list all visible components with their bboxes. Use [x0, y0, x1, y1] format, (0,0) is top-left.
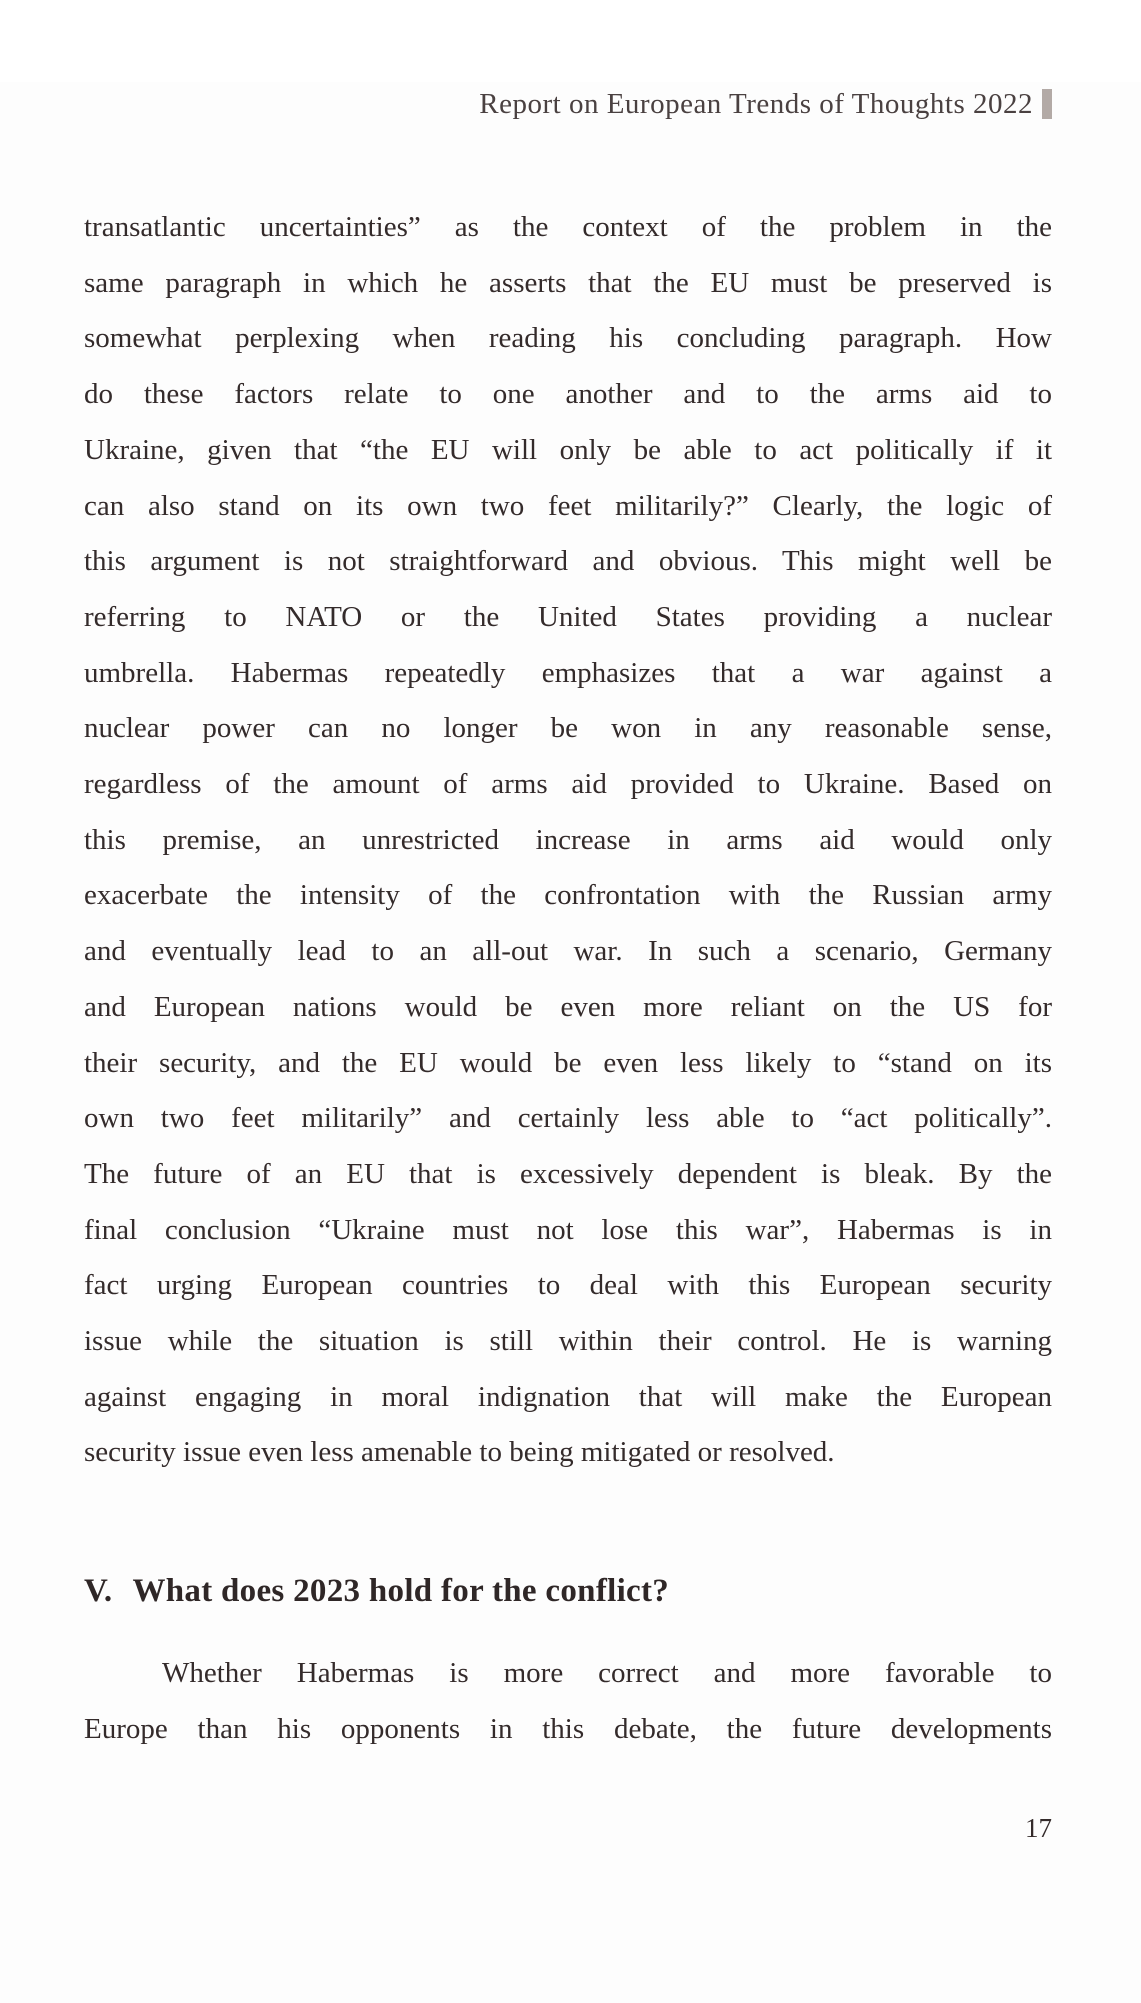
text-line: regardless of the amount of arms aid provided to Ukraine. Based on	[84, 768, 1052, 801]
text-line: umbrella. Habermas repeatedly emphasizes that a war against a	[84, 656, 1052, 689]
header-accent-bar	[1042, 89, 1052, 119]
text-line: Europe than his opponents in this debate, the future developments	[84, 1712, 1052, 1745]
text-line: and eventually lead to an all-out war. In such a scenario, Germany	[84, 935, 1052, 968]
text-line: Ukraine, given that “the EU will only be able to act politically if it	[84, 433, 1052, 466]
text-line: exacerbate the intensity of the confrontation with the Russian army	[84, 879, 1052, 912]
text-line: Whether Habermas is more correct and more favorable to	[162, 1657, 1052, 1690]
text-line: issue while the situation is still within their control. He is warning	[84, 1325, 1052, 1358]
section-heading-title: What does 2023 hold for the conflict?	[132, 1573, 670, 1610]
text-line: and European nations would be even more reliant on the US for	[84, 990, 1052, 1023]
header-title: Report on European Trends of Thoughts 2022	[479, 87, 1033, 120]
text-line: final conclusion “Ukraine must not lose this war”, Habermas is in	[84, 1213, 1052, 1246]
text-line: own two feet militarily” and certainly less able to “act politically”.	[84, 1102, 1052, 1135]
text-line: their security, and the EU would be even less likely to “stand on its	[84, 1046, 1052, 1079]
text-line: referring to NATO or the United States providing a nuclear	[84, 600, 1052, 633]
text-line: The future of an EU that is excessively dependent is bleak. By the	[84, 1157, 1052, 1190]
text-line: same paragraph in which he asserts that the EU must be preserved is	[84, 266, 1052, 299]
text-line: somewhat perplexing when reading his concluding paragraph. How	[84, 322, 1052, 355]
text-line: nuclear power can no longer be won in any reasonable sense,	[84, 712, 1052, 745]
text-line: can also stand on its own two feet militarily?” Clearly, the logic of	[84, 489, 1052, 522]
text-line: against engaging in moral indignation that will make the European	[84, 1380, 1052, 1413]
text-line: this premise, an unrestricted increase in arms aid would only	[84, 823, 1052, 856]
text-line: security issue even less amenable to being mitigated or resolved.	[84, 1436, 835, 1469]
text-line: do these factors relate to one another and to the arms aid to	[84, 378, 1052, 411]
text-line: this argument is not straightforward and obvious. This might well be	[84, 545, 1052, 578]
page-number: 17	[1025, 1812, 1052, 1843]
document-page	[0, 82, 1141, 2003]
section-heading	[84, 1563, 1052, 1619]
running-header	[84, 82, 1052, 126]
text-line: transatlantic uncertainties” as the context of the problem in the	[84, 211, 1052, 243]
text-line: fact urging European countries to deal with this European security	[84, 1269, 1052, 1302]
section-heading-numeral: V.	[84, 1573, 113, 1610]
body-paragraph-1	[84, 200, 1052, 1481]
body-paragraph-2	[84, 1646, 1052, 1757]
